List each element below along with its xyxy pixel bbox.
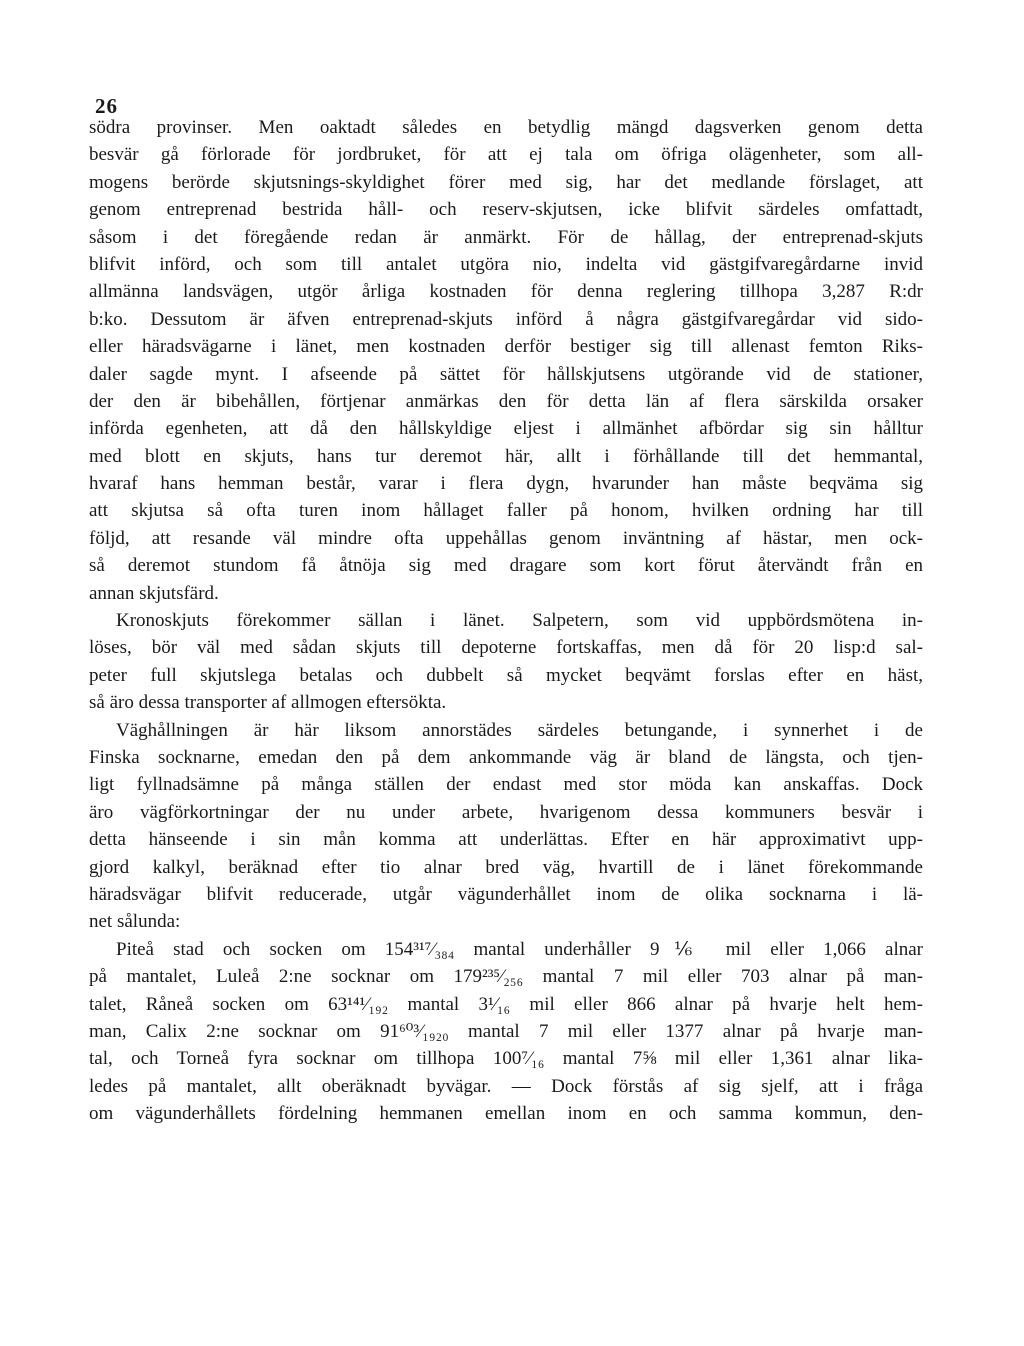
text-line: om vägunderhållets fördelning hemmanen emellan inom en och samma kommun, den-: [89, 1103, 923, 1125]
page-number: 26: [95, 94, 118, 118]
text-line: löses, bör väl med sådan skjuts till depoterne fortskaffas, men då för 20 lisp:d sal-: [89, 637, 923, 659]
text-line: detta hänseende i sin mån komma att underlättas. Efter en här approximativt upp-: [89, 829, 923, 851]
text-line: Väghållningen är här liksom annorstädes särdeles betungande, i synnerhet i de: [116, 719, 923, 741]
text-line: Finska socknarne, emedan den på dem ankommande väg är bland de längsta, och tjen-: [89, 746, 923, 768]
text-line: man, Calix 2:ne socknar om 91⁶⁰³⁄₁₉₂₀ mantal 7 mil eller 1377 alnar på hvarje man-: [89, 1020, 923, 1042]
text-line: eller häradsvägarne i länet, men kostnaden derför bestiger sig till allenast femton Riks-: [89, 336, 923, 358]
body-text: [89, 114, 923, 1127]
text-line: b:ko. Dessutom är äfven entreprenad-skjuts införd å några gästgifvaregårdar vid sido-: [89, 308, 923, 330]
text-line: följd, att resande väl mindre ofta uppehållas genom inväntning af hästar, men ock-: [89, 527, 923, 549]
text-line: så äro dessa transporter af allmogen eftersökta.: [89, 692, 447, 714]
text-line: med blott en skjuts, hans tur deremot här, allt i förhållande till det hemmantal,: [89, 445, 923, 467]
text-line: daler sagde mynt. I afseende på sättet för hållskjutsens utgörande vid de stationer,: [89, 363, 923, 385]
text-line: på mantalet, Luleå 2:ne socknar om 179²³⁵⁄₂₅₆ mantal 7 mil eller 703 alnar på man-: [89, 966, 923, 988]
text-line: talet, Råneå socken om 63¹⁴¹⁄₁₉₂ mantal 3¹⁄₁₆ mil eller 866 alnar på hvarje helt hem-: [89, 993, 923, 1015]
text-line: såsom i det föregående redan är anmärkt. För de hållag, der entreprenad-skjuts: [89, 226, 923, 248]
text-line: peter full skjutslega betalas och dubbelt så mycket beqvämt forslas efter en häst,: [89, 664, 923, 686]
text-line: Piteå stad och socken om 154³¹⁷⁄₃₈₄ mantal underhåller 9⅙ mil eller 1,066 alnar: [116, 938, 923, 960]
text-line: besvär gå förlorade för jordbruket, för att ej tala om öfriga olägenheter, som all-: [89, 144, 923, 166]
text-line: blifvit införd, och som till antalet utgöra nio, indelta vid gästgifvaregårdarne invid: [89, 253, 923, 275]
text-line: der den är bibehållen, förtjenar anmärkas den för detta län af flera särskilda orsaker: [89, 390, 923, 412]
text-line: ligt fyllnadsämne på många ställen der endast med stor möda kan anskaffas. Dock: [89, 774, 923, 796]
text-line: att skjutsa så ofta turen inom hållaget faller på honom, hvilken ordning har till: [89, 500, 923, 522]
text-line: net sålunda:: [89, 911, 181, 933]
text-line: södra provinser. Men oaktadt således en betydlig mängd dagsverken genom detta: [89, 117, 923, 138]
text-line: äro vägförkortningar der nu under arbete, hvarigenom dessa kommuners besvär i: [89, 801, 923, 823]
text-line: införda egenheten, att då den hållskyldige eljest i allmänhet afbördar sig sin hålltur: [89, 418, 923, 440]
text-line: hvaraf hans hemman består, varar i flera dygn, hvarunder han måste beqväma sig: [89, 473, 923, 495]
text-line: Kronoskjuts förekommer sällan i länet. Salpetern, som vid uppbördsmötena in-: [116, 610, 923, 632]
text-line: ledes på mantalet, allt oberäknadt byvägar. — Dock förstås af sig sjelf, att i fråga: [89, 1075, 923, 1097]
text-line: tal, och Torneå fyra socknar om tillhopa 100⁷⁄₁₆ mantal 7⅝ mil eller 1,361 alnar lika-: [89, 1048, 923, 1070]
text-line: gjord kalkyl, beräknad efter tio alnar bred väg, hvartill de i länet förekommande: [89, 856, 923, 878]
text-line: allmänna landsvägen, utgör årliga kostnaden för denna reglering tillhopa 3,287 R:dr: [89, 281, 923, 303]
text-line: häradsvägar blifvit reducerade, utgår vägunderhållet inom de olika socknarna i lä-: [89, 883, 923, 905]
text-line: så deremot stundom få åtnöja sig med dragare som kort förut återvändt från en: [89, 555, 923, 577]
text-line: mogens berörde skjutsnings-skyldighet förer med sig, har det medlande förslaget, att: [89, 171, 923, 193]
text-line: annan skjutsfärd.: [89, 582, 219, 604]
text-line: genom entreprenad bestrida håll- och reserv-skjutsen, icke blifvit särdeles omfattadt,: [89, 199, 923, 221]
